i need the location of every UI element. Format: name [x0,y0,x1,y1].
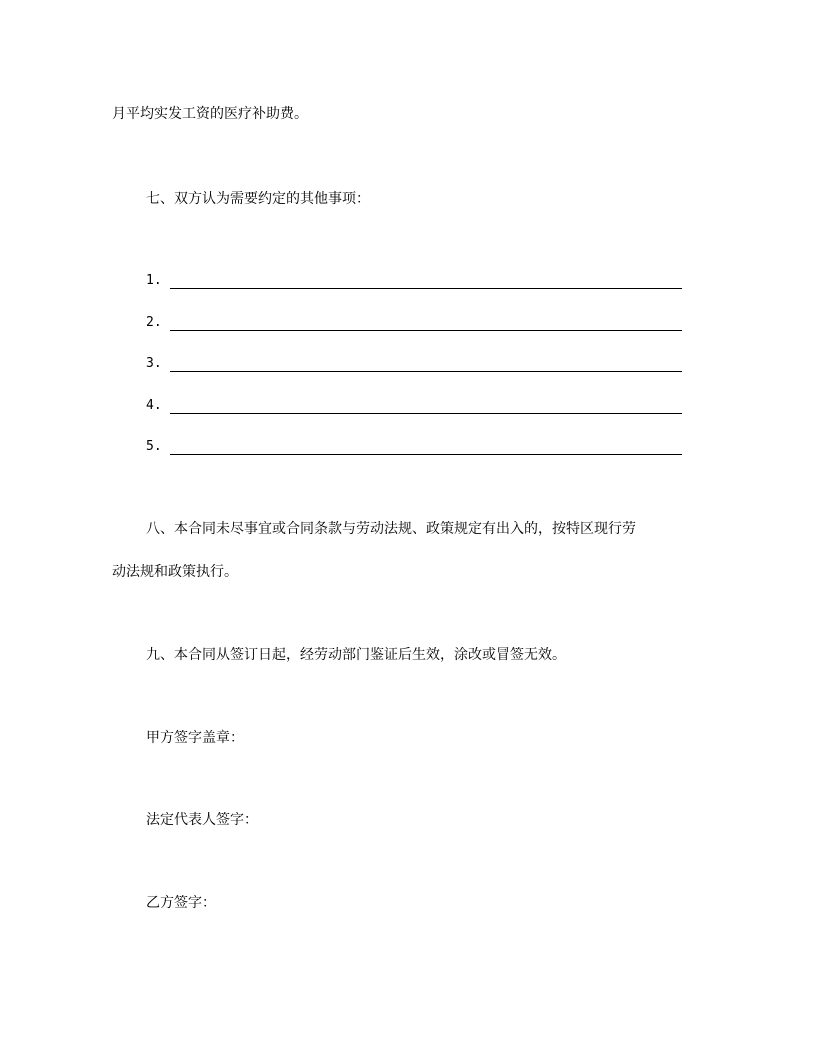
fill-in-line[interactable] [170,288,682,289]
fill-in-line[interactable] [170,413,682,414]
paragraph-continuation: 月平均实发工资的医疗补助费。 [112,106,308,122]
blank-item [146,356,686,376]
clause-eight-line-1: 八、本合同未尽事宜或合同条款与劳动法规、政策规定有出入的，按特区现行劳 [146,521,636,537]
fill-in-line[interactable] [170,454,682,455]
blank-item [146,439,686,459]
blank-item-number: 2. [146,315,162,330]
blank-item [146,273,686,293]
fill-in-line[interactable] [170,330,682,331]
blank-item [146,398,686,418]
clause-seven: 七、双方认为需要约定的其他事项： [146,191,370,207]
clause-nine: 九、本合同从签订日起，经劳动部门鉴证后生效，涂改或冒签无效。 [146,647,566,663]
blank-item-number: 1. [146,273,162,288]
party-b-signature-label: 乙方签字： [146,895,216,911]
clause-eight-line-2: 动法规和政策执行。 [112,564,238,580]
party-a-signature-label: 甲方签字盖章： [146,730,244,746]
blank-item-number: 5. [146,439,162,454]
blank-item-number: 3. [146,356,162,371]
blank-item-number: 4. [146,398,162,413]
legal-representative-signature-label: 法定代表人签字： [146,812,258,828]
fill-in-line[interactable] [170,371,682,372]
blank-item [146,315,686,335]
